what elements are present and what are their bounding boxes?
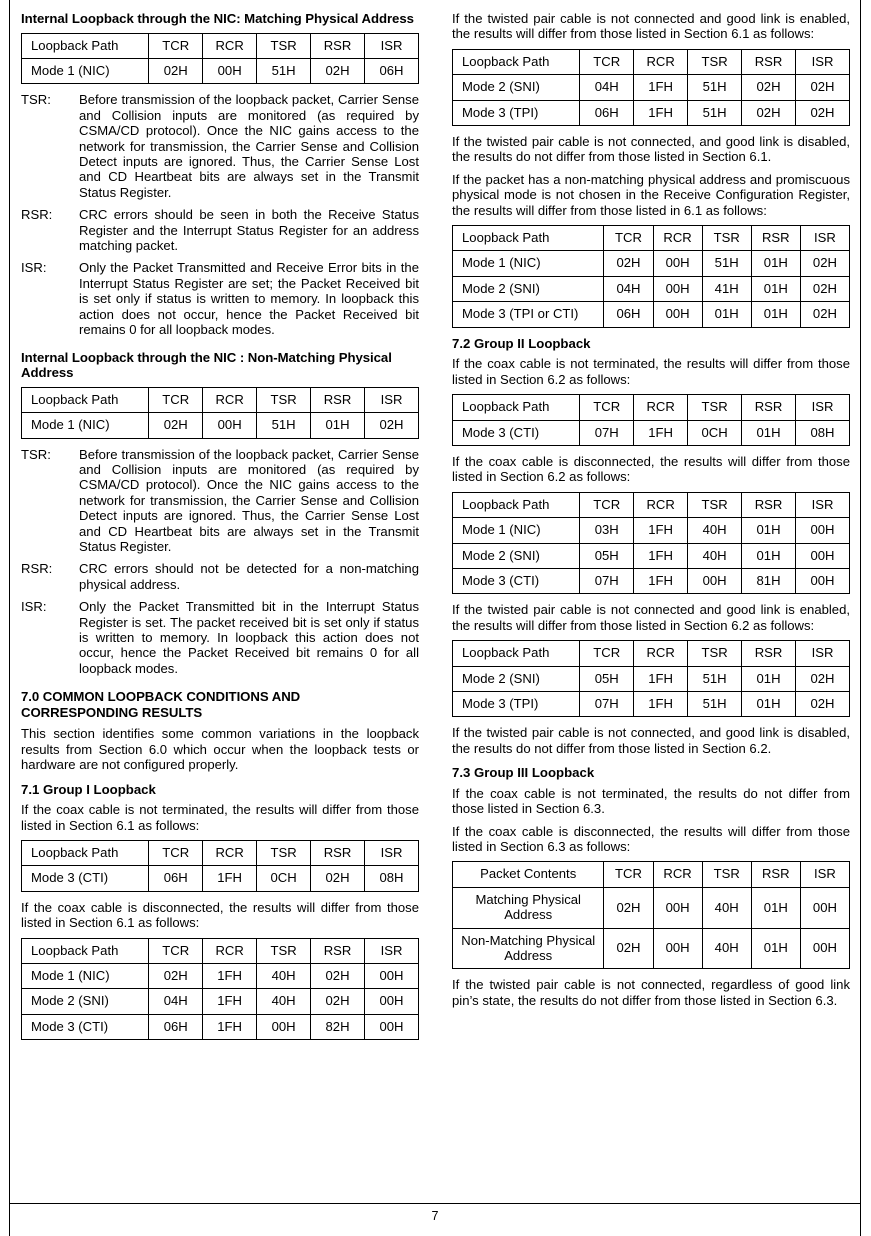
table-cell: 1FH: [634, 75, 688, 100]
paragraph-tp-good-link-disabled: If the twisted pair cable is not connected, and good link is disabled, the results do not differ from those listed in Section 6.1.: [452, 134, 850, 165]
table-header-cell: TCR: [149, 841, 203, 866]
definition-row: [21, 260, 419, 337]
table-cell: 1FH: [634, 666, 688, 691]
paragraph-7-3-c: If the twisted pair cable is not connected, regardless of good link pin’s state, the results do not differ from those listed in Section 6.3.: [452, 977, 850, 1008]
table-cell: 01H: [311, 413, 365, 438]
table-header-row: [453, 641, 850, 666]
table-cell: 0CH: [257, 866, 311, 891]
table-cell: 40H: [257, 989, 311, 1014]
table-header-row: [453, 862, 850, 887]
table-cell: 04H: [604, 276, 653, 301]
paragraph-7-2-c: If the twisted pair cable is not connected and good link is enabled, the results will differ from those listed in Section 6.2 as follows:: [452, 602, 850, 633]
left-column: [21, 11, 419, 1048]
table-header-cell: RSR: [751, 226, 800, 251]
table-header-cell: Loopback Path: [22, 33, 149, 58]
table-header-cell: ISR: [800, 862, 849, 887]
table-cell: 04H: [149, 989, 203, 1014]
definition-text: CRC errors should be seen in both the Receive Status Register and the Interrupt Status Register for an address matching packet.: [79, 207, 419, 254]
table-cell: 02H: [800, 276, 849, 301]
table-row: [453, 928, 850, 969]
table-cell: 02H: [149, 59, 203, 84]
table-cell: 01H: [742, 518, 796, 543]
table-header-cell: TCR: [580, 49, 634, 74]
table-header-cell: ISR: [795, 492, 849, 517]
table-non-matching-physical-address: [21, 387, 419, 439]
table-row: [22, 1014, 419, 1039]
definition-row: [21, 561, 419, 592]
table-header-cell: ISR: [364, 938, 418, 963]
table-header-cell: RCR: [634, 49, 688, 74]
page-frame: [9, 0, 861, 1236]
definition-label: ISR:: [21, 260, 47, 276]
table-cell: 08H: [364, 866, 418, 891]
table-body: [22, 387, 419, 438]
table-cell: 00H: [795, 568, 849, 593]
table-header-cell: TSR: [688, 492, 742, 517]
table-header-cell: ISR: [364, 33, 418, 58]
table-header-cell: RSR: [311, 387, 365, 412]
paragraph-7-2-d: If the twisted pair cable is not connected, and good link is disabled, the results do not differ from those listed in Section 6.2.: [452, 725, 850, 756]
table-cell: 05H: [580, 543, 634, 568]
table-cell: 01H: [751, 887, 800, 928]
table-cell: 00H: [364, 964, 418, 989]
table-row: [453, 887, 850, 928]
paragraph-7-1-b: If the coax cable is disconnected, the results will differ from those listed in Section 6.1 as follows:: [21, 899, 419, 931]
paragraph-non-matching-promiscuous: If the packet has a non-matching physical address and promiscuous physical mode is not chosen in the Receive Configuration Register, the results will differ from those listed in 6.1 as follows:: [452, 171, 850, 218]
table-cell: 1FH: [203, 989, 257, 1014]
table-cell: Mode 2 (SNI): [453, 75, 580, 100]
table-cell: Mode 1 (NIC): [22, 413, 149, 438]
table-cell: 00H: [795, 518, 849, 543]
definition-text: CRC errors should not be detected for a non-matching physical address.: [79, 561, 419, 592]
table-header-cell: RCR: [653, 862, 702, 887]
table-cell: 40H: [702, 887, 751, 928]
table-row: [22, 413, 419, 438]
table-header-cell: RSR: [751, 862, 800, 887]
table-cell: 02H: [604, 887, 653, 928]
table-cell: 02H: [311, 989, 365, 1014]
table-cell: 08H: [795, 420, 849, 445]
definition-label: RSR:: [21, 561, 53, 577]
paragraph-7-0: This section identifies some common variations in the loopback results from Section 6.0 which occur when the loopback tests or hardware are not configured properly.: [21, 726, 419, 773]
table-cell: 03H: [580, 518, 634, 543]
table-cell: 01H: [742, 691, 796, 716]
table-cell: 00H: [203, 59, 257, 84]
table-cell: 02H: [149, 964, 203, 989]
table-row: [453, 276, 850, 301]
table-row: [453, 75, 850, 100]
table-header-cell: RCR: [634, 492, 688, 517]
definition-label: TSR:: [21, 92, 51, 108]
table-body: [22, 841, 419, 892]
table-group-i-disconnected: [21, 938, 419, 1041]
table-cell: 40H: [688, 543, 742, 568]
table-cell: Mode 3 (TPI): [453, 100, 580, 125]
table-cell: 01H: [751, 302, 800, 327]
table-header-row: [22, 841, 419, 866]
table-cell: 00H: [653, 302, 702, 327]
table-cell: 01H: [751, 276, 800, 301]
table-cell: 00H: [688, 568, 742, 593]
table-header-row: [22, 938, 419, 963]
table-header-cell: RSR: [311, 33, 365, 58]
table-cell: Mode 3 (TPI): [453, 691, 580, 716]
table-header-cell: TSR: [257, 387, 311, 412]
table-cell: Mode 1 (NIC): [453, 518, 580, 543]
table-cell: 00H: [653, 887, 702, 928]
definition-text: Only the Packet Transmitted and Receive Error bits in the Interrupt Status Register are set; the Packet Received bit is set only if status is written to memory. In loopback this action does not occur, hence the Packet Received bit remains 0 for all loopback modes.: [79, 260, 419, 338]
table-cell: 02H: [604, 251, 653, 276]
table-row: [453, 518, 850, 543]
table-cell: 40H: [702, 928, 751, 969]
definition-label: ISR:: [21, 599, 47, 615]
heading-7-3: 7.3 Group III Loopback: [452, 765, 595, 781]
table-cell: 1FH: [203, 866, 257, 891]
table-non-matching-promiscuous: [452, 225, 850, 328]
table-cell: 05H: [580, 666, 634, 691]
table-body: [453, 49, 850, 125]
table-header-cell: ISR: [795, 49, 849, 74]
table-cell: 00H: [364, 1014, 418, 1039]
table-cell: 40H: [688, 518, 742, 543]
table-cell: 00H: [795, 543, 849, 568]
table-header-cell: TSR: [702, 226, 751, 251]
table-cell: Mode 3 (CTI): [453, 568, 580, 593]
table-cell: 00H: [800, 887, 849, 928]
table-cell: 1FH: [203, 964, 257, 989]
table-cell: 00H: [653, 276, 702, 301]
table-header-cell: RCR: [203, 387, 257, 412]
table-cell: 1FH: [634, 420, 688, 445]
table-matching-physical-address: [21, 33, 419, 85]
table-header-cell: Loopback Path: [22, 841, 149, 866]
paragraph-7-1-a: If the coax cable is not terminated, the results will differ from those listed in Section 6.1 as follows:: [21, 802, 419, 833]
table-header-cell: RCR: [653, 226, 702, 251]
table-cell: 07H: [580, 568, 634, 593]
table-header-cell: RSR: [311, 841, 365, 866]
definition-text: Only the Packet Transmitted bit in the Interrupt Status Register is set. The packet received bit is set only if status is written to memory. In loopback this action does not occur, hence the Packet Received bit remains 0 for all loopback modes.: [79, 599, 419, 676]
table-header-cell: RCR: [203, 33, 257, 58]
table-header-cell: TSR: [688, 641, 742, 666]
table-header-cell: RCR: [634, 395, 688, 420]
table-header-cell: TCR: [580, 395, 634, 420]
table-row: [22, 964, 419, 989]
table-cell: 51H: [257, 413, 311, 438]
table-header-cell: RCR: [203, 938, 257, 963]
table-cell: 02H: [311, 866, 365, 891]
table-cell: 01H: [742, 420, 796, 445]
table-header-cell: Loopback Path: [453, 226, 604, 251]
heading-7-1: 7.1 Group I Loopback: [21, 781, 156, 797]
table-cell: Mode 2 (SNI): [22, 989, 149, 1014]
table-header-cell: ISR: [364, 841, 418, 866]
table-cell: 06H: [604, 302, 653, 327]
table-cell: 0CH: [688, 420, 742, 445]
table-cell: 02H: [149, 413, 203, 438]
table-cell: 02H: [364, 413, 418, 438]
table-row: [22, 989, 419, 1014]
table-cell: 1FH: [634, 518, 688, 543]
table-header-cell: ISR: [795, 641, 849, 666]
table-cell: 51H: [257, 59, 311, 84]
table-header-cell: Loopback Path: [453, 492, 580, 517]
table-header-row: [22, 387, 419, 412]
table-cell: 02H: [795, 691, 849, 716]
paragraph-7-3-a: If the coax cable is not terminated, the results do not differ from those listed in Section 6.3.: [452, 785, 850, 817]
table-header-row: [22, 33, 419, 58]
table-header-row: [453, 395, 850, 420]
table-body: [22, 938, 419, 1040]
table-body: [453, 641, 850, 717]
table-cell: 00H: [364, 989, 418, 1014]
table-row: [453, 100, 850, 125]
table-cell: 02H: [311, 964, 365, 989]
table-cell: 02H: [311, 59, 365, 84]
table-cell: Mode 2 (SNI): [453, 543, 580, 568]
table-cell: 00H: [800, 928, 849, 969]
definition-row: [21, 207, 419, 253]
table-row: [22, 866, 419, 891]
heading-7-0: 7.0 COMMON LOOPBACK CONDITIONS AND CORRESPONDING RESULTS: [21, 689, 301, 720]
table-body: [453, 492, 850, 594]
table-cell: 02H: [795, 100, 849, 125]
paragraph-7-2-b: If the coax cable is disconnected, the results will differ from those listed in Section 6.2 as follows:: [452, 453, 850, 485]
table-header-cell: Packet Contents: [453, 862, 604, 887]
table-header-cell: TCR: [580, 641, 634, 666]
definition-row: [21, 599, 419, 676]
table-header-cell: TSR: [702, 862, 751, 887]
table-cell: 41H: [702, 276, 751, 301]
table-row: [453, 543, 850, 568]
table-row: [453, 420, 850, 445]
table-cell: 1FH: [634, 100, 688, 125]
table-cell: 01H: [742, 543, 796, 568]
table-header-cell: ISR: [364, 387, 418, 412]
table-cell: Mode 2 (SNI): [453, 276, 604, 301]
table-cell: Mode 1 (NIC): [22, 59, 149, 84]
table-header-cell: TSR: [688, 395, 742, 420]
table-cell: Mode 3 (TPI or CTI): [453, 302, 604, 327]
heading-internal-loopback-matching: Internal Loopback through the NIC: Matching Physical Address: [21, 11, 414, 26]
table-header-cell: Loopback Path: [22, 387, 149, 412]
paragraph-tp-not-connected-good-link-enabled: If the twisted pair cable is not connected and good link is enabled, the results will differ from those listed in Section 6.1 as follows:: [452, 11, 850, 42]
table-header-cell: RSR: [742, 641, 796, 666]
table-cell: 02H: [800, 251, 849, 276]
table-cell: 1FH: [634, 691, 688, 716]
table-row: [453, 568, 850, 593]
table-header-cell: ISR: [795, 395, 849, 420]
table-group-iii-disconnected: [452, 861, 850, 969]
table-header-cell: TSR: [257, 33, 311, 58]
definition-text: Before transmission of the loopback packet, Carrier Sense and Collision inputs are monitored (as required by CSMA/CD protocol). Once the NIC gains access to the network for transmission, the Carrier Sense and Collision Detect inputs are ignored. Thus, the Carrier Sense Lost and CD Heartbeat bits are always set in the Transmit Status Register.: [79, 446, 419, 554]
table-cell: 51H: [702, 251, 751, 276]
table-cell: Matching Physical Address: [453, 887, 604, 928]
table-header-cell: Loopback Path: [453, 395, 580, 420]
table-row: [453, 691, 850, 716]
table-cell: 1FH: [634, 543, 688, 568]
table-header-cell: TSR: [257, 841, 311, 866]
table-group-ii-disconnected: [452, 492, 850, 595]
table-header-cell: TSR: [257, 938, 311, 963]
definition-text: Before transmission of the loopback packet, Carrier Sense and Collision inputs are monitored (as required by CSMA/CD protocol). Once the NIC gains access to the network for transmission, the Carrier Sense and Collision Detect inputs are ignored. Thus, the Carrier Sense Lost and CD Heartbeat bits are always set in the Transmit Status Register.: [79, 92, 419, 200]
table-cell: 06H: [149, 866, 203, 891]
right-column: [452, 11, 850, 1048]
table-cell: Mode 2 (SNI): [453, 666, 580, 691]
table-cell: 00H: [653, 251, 702, 276]
table-body: [453, 862, 850, 969]
definition-row: [21, 92, 419, 200]
table-cell: 02H: [795, 666, 849, 691]
table-body: [453, 226, 850, 328]
table-header-cell: TCR: [149, 387, 203, 412]
table-group-ii-not-terminated: [452, 394, 850, 446]
paragraph-7-2-a: If the coax cable is not terminated, the results will differ from those listed in Section 6.2 as follows:: [452, 356, 850, 387]
table-header-cell: RCR: [634, 641, 688, 666]
table-cell: 02H: [604, 928, 653, 969]
table-header-cell: TSR: [688, 49, 742, 74]
table-cell: Mode 3 (CTI): [22, 866, 149, 891]
table-cell: 07H: [580, 691, 634, 716]
table-header-cell: RSR: [742, 49, 796, 74]
heading-internal-loopback-non-matching: Internal Loopback through the NIC : Non-Matching Physical Address: [21, 349, 392, 381]
paragraph-7-3-b: If the coax cable is disconnected, the results will differ from those listed in Section 6.3 as follows:: [452, 823, 850, 854]
table-cell: 01H: [742, 666, 796, 691]
table-cell: 1FH: [634, 568, 688, 593]
table-header-cell: RSR: [742, 395, 796, 420]
table-cell: 04H: [580, 75, 634, 100]
table-cell: 00H: [203, 413, 257, 438]
table-row: [453, 302, 850, 327]
table-row: [22, 59, 419, 84]
table-header-row: [453, 49, 850, 74]
table-cell: 01H: [751, 928, 800, 969]
table-header-cell: RSR: [742, 492, 796, 517]
table-cell: 51H: [688, 666, 742, 691]
definition-row: [21, 447, 419, 555]
table-header-cell: Loopback Path: [22, 938, 149, 963]
table-cell: 51H: [688, 75, 742, 100]
table-cell: 02H: [742, 100, 796, 125]
table-header-cell: TCR: [580, 492, 634, 517]
table-cell: 06H: [580, 100, 634, 125]
table-group-i-not-terminated: [21, 840, 419, 892]
table-header-cell: TCR: [149, 33, 203, 58]
table-cell: 81H: [742, 568, 796, 593]
table-header-cell: ISR: [800, 226, 849, 251]
table-cell: Mode 3 (CTI): [22, 1014, 149, 1039]
table-row: [453, 251, 850, 276]
definition-label: TSR:: [21, 446, 51, 462]
table-header-cell: RSR: [311, 938, 365, 963]
table-cell: 01H: [751, 251, 800, 276]
table-body: [453, 395, 850, 446]
table-cell: 51H: [688, 100, 742, 125]
table-cell: Mode 3 (CTI): [453, 420, 580, 445]
table-cell: 01H: [702, 302, 751, 327]
table-header-cell: Loopback Path: [453, 641, 580, 666]
table-cell: Non-Matching Physical Address: [453, 928, 604, 969]
heading-7-2: 7.2 Group II Loopback: [452, 335, 591, 351]
table-cell: 40H: [257, 964, 311, 989]
table-header-row: [453, 492, 850, 517]
table-cell: 07H: [580, 420, 634, 445]
table-tp-good-link-enabled-6-1: [452, 49, 850, 126]
table-header-cell: TCR: [604, 226, 653, 251]
table-header-cell: TCR: [604, 862, 653, 887]
table-row: [453, 666, 850, 691]
table-cell: 02H: [800, 302, 849, 327]
table-cell: 00H: [257, 1014, 311, 1039]
table-cell: 02H: [795, 75, 849, 100]
table-cell: 02H: [742, 75, 796, 100]
table-cell: 06H: [364, 59, 418, 84]
page-footer: [9, 1203, 861, 1224]
table-cell: 51H: [688, 691, 742, 716]
table-header-cell: TCR: [149, 938, 203, 963]
table-cell: Mode 1 (NIC): [453, 251, 604, 276]
table-cell: 00H: [653, 928, 702, 969]
table-header-cell: RCR: [203, 841, 257, 866]
table-header-row: [453, 226, 850, 251]
page-number: 7: [431, 1209, 439, 1223]
table-body: [22, 33, 419, 84]
two-column-layout: [21, 11, 851, 1048]
definition-label: RSR:: [21, 207, 53, 223]
table-group-ii-tp-good-link-enabled: [452, 640, 850, 717]
table-cell: 1FH: [203, 1014, 257, 1039]
table-header-cell: Loopback Path: [453, 49, 580, 74]
table-cell: 82H: [311, 1014, 365, 1039]
table-cell: 06H: [149, 1014, 203, 1039]
table-cell: Mode 1 (NIC): [22, 964, 149, 989]
